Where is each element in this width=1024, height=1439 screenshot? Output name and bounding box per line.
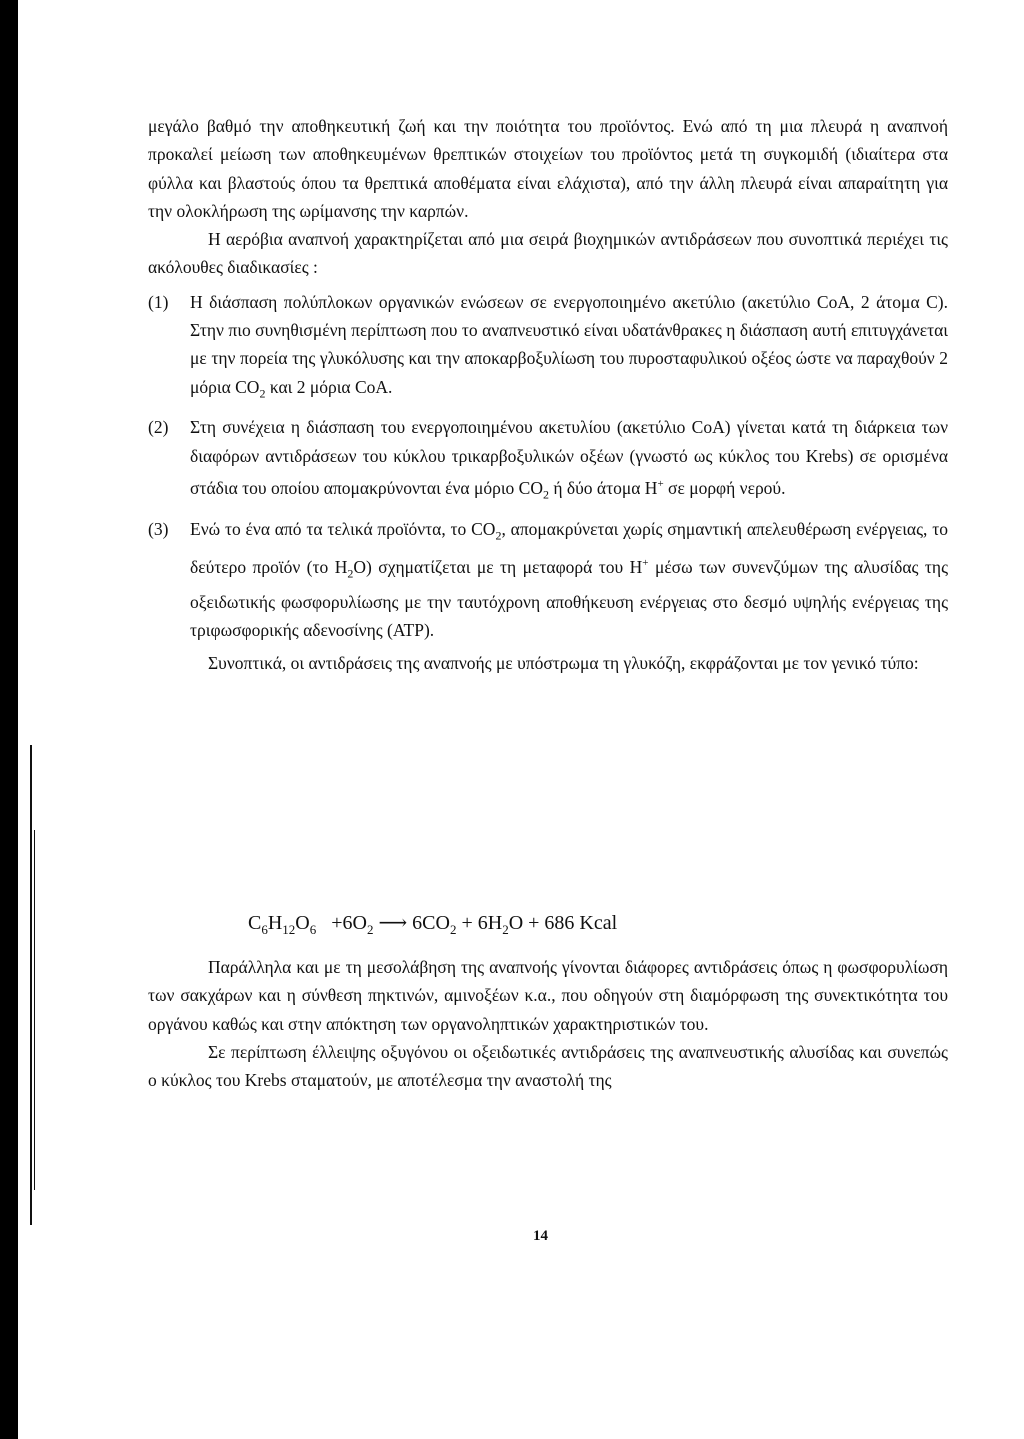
scan-edge-line bbox=[30, 745, 32, 1225]
list-item bbox=[148, 288, 948, 408]
paragraph-summary: Συνοπτικά, οι αντιδράσεις της αναπνοής με υπόστρωμα τη γλυκόζη, εκφράζονται με τον γενικό τύπο: bbox=[208, 652, 919, 673]
body-text-lower bbox=[148, 953, 948, 1094]
paragraph-parallel: Παράλληλα και με τη μεσολάβηση της αναπνοής γίνονται διάφορες αντιδράσεις όπως η φωσφορυλίωση των σακχάρων και η σύνθεση πηκτινών, αμινοξέων κ.α., που οδηγούν στη διαμόρφωση της συνεκτικότητα του οργάνου καθώς και στην απόκτηση των οργανοληπτικών χαρακτηριστικών του. bbox=[148, 957, 948, 1034]
list-number: (3) bbox=[148, 518, 169, 539]
list-item bbox=[148, 413, 948, 508]
body-text bbox=[148, 112, 948, 677]
list-item bbox=[148, 515, 948, 645]
list-number: (2) bbox=[148, 417, 169, 438]
paragraph-intro: μεγάλο βαθμό την αποθηκευτική ζωή και την ποιότητα του προϊόντος. Ενώ από τη μια πλευρά η αναπνοή προκαλεί μείωση των αποθηκευμένων θρεπτικών στοιχείων του προϊόντος μετά τη συγκομιδή (ιδιαίτερα στα φύλλα και βλαστούς όπου τα θρεπτικά αποθέματα είναι ελάχιστα), από την άλλη πλευρά είναι απαραίτητη για την ολοκλήρωση της ωρίμανσης την καρπών. bbox=[148, 116, 948, 221]
list-body: Η διάσπαση πολύπλοκων οργανικών ενώσεων σε ενεργοποιημένο ακετύλιο (ακετύλιο CoA, 2 άτομα C). Στην πιο συνηθισμένη περίπτωση που το αναπνευστικό είναι υδατάνθρακες η διάσπαση αυτή επιτυγχάνεται με την πορεία της γλυκόλυσης και την αποκαρβοξυλίωση του πυροσταφυλικού οξέος ώστε να παραχθούν 2 μόρια $CO_2$ και 2 μόρια CoA. bbox=[190, 291, 948, 401]
glucose-respiration-formula: $C_6H_{12}O_6$ $+6O_2$ ⟶ $6CO_2 + 6H_2O + 686$ Kcal bbox=[248, 912, 618, 937]
scan-edge-line bbox=[34, 830, 35, 1190]
list-body: Ενώ το ένα από τα τελικά προϊόντα, το $CO_2$, απομακρύνεται χωρίς σημαντική απελευθέρωση ενέργειας, το δεύτερο προϊόν (το $H_2O$) σχηματίζεται με τη μεταφορά του H+ μέσω των συνενζύμων της αλυσίδας της οξειδωτικής φωσφορυλίωσης με την ταυτόχρονη αποθήκευση ενέργειας στο δεσμό υψηλής ενέργειας της τριφωσφορικής αδενοσίνης (ATP). bbox=[190, 518, 949, 641]
paragraph-aerobic: Η αερόβια αναπνοή χαρακτηρίζεται από μια σειρά βιοχημικών αντιδράσεων που συνοπτικά περιέχει τις ακόλουθες διαδικασίες : bbox=[148, 229, 948, 278]
list-number: (1) bbox=[148, 291, 169, 312]
paragraph-oxygen-lack: Σε περίπτωση έλλειψης οξυγόνου οι οξειδωτικές αντιδράσεις της αναπνευστικής αλυσίδας και συνεπώς ο κύκλος του Krebs σταματούν, με αποτέλεσμα την αναστολή της bbox=[148, 1041, 948, 1091]
page-number: 14 bbox=[533, 1228, 548, 1244]
list-body: Στη συνέχεια η διάσπαση του ενεργοποιημένου ακετυλίου (ακετύλιο CoA) γίνεται κατά τη διάρκεια των διαφόρων αντιδράσεων του κύκλου τρικαρβοξυλικών οξέων (γνωστό ως κύκλος του Krebs) σε ορισμένα στάδια του οποίου απομακρύνονται ένα μόριο $CO_2$ ή δύο άτομα H+ σε μορφή νερού. bbox=[190, 417, 948, 502]
arrow-icon: ⟶ bbox=[378, 912, 408, 934]
document-page bbox=[18, 0, 1024, 1439]
